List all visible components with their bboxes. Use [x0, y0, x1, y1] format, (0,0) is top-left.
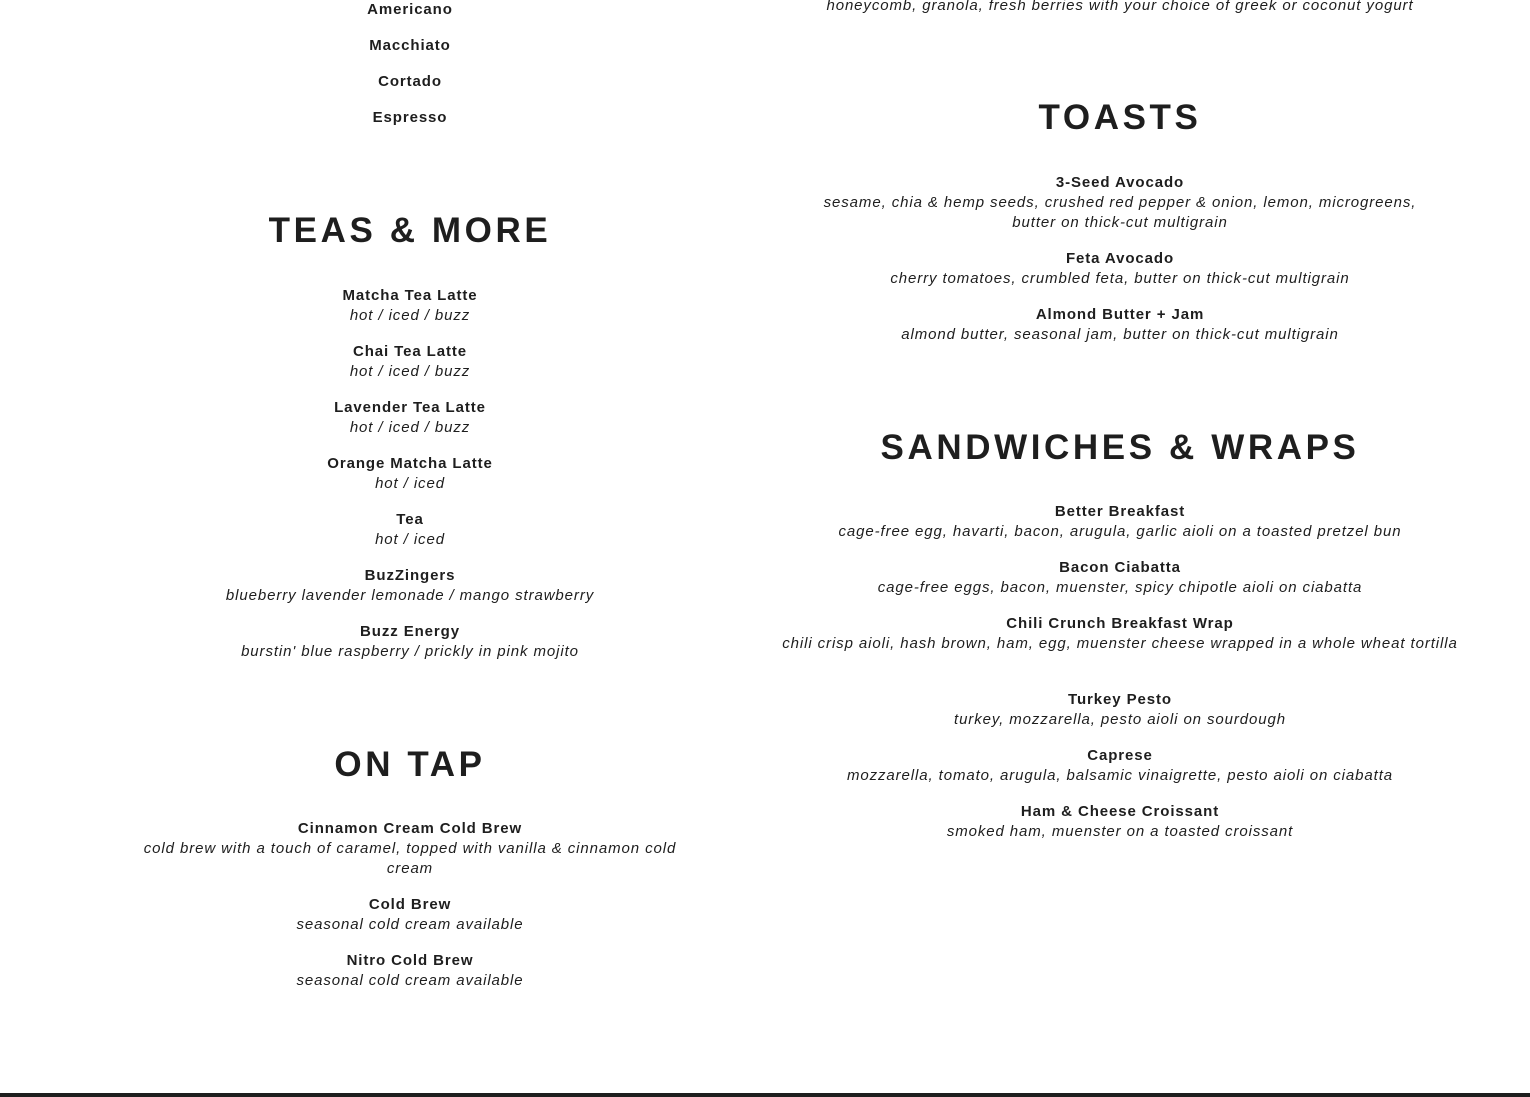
menu-item	[780, 690, 1460, 730]
item-description: blueberry lavender lemonade / mango strawberry	[225, 587, 595, 604]
section-title: TEAS & MORE	[268, 211, 552, 250]
item-name: Better Breakfast	[1054, 503, 1186, 520]
item-description: sesame, chia & hemp seeds, crushed red pepper & onion, lemon, microgreens, butter on thick-cut multigrain	[823, 194, 1417, 231]
item-name: Tea	[396, 511, 424, 528]
item-name: Turkey Pesto	[1068, 691, 1172, 708]
menu-item	[780, 249, 1460, 289]
item-name: Bacon Ciabatta	[1059, 559, 1181, 576]
menu-item	[780, 802, 1460, 842]
item-name: Buzz Energy	[360, 623, 460, 640]
menu-item	[130, 454, 690, 494]
menu-item	[130, 72, 690, 92]
item-description: turkey, mozzarella, pesto aioli on sourdough	[954, 711, 1286, 728]
item-description: hot / iced	[375, 531, 445, 548]
menu-item	[130, 510, 690, 550]
section-title: TOASTS	[1038, 98, 1202, 137]
item-description: hot / iced / buzz	[349, 307, 471, 324]
item-description: hot / iced	[375, 475, 445, 492]
menu-item	[130, 286, 690, 326]
menu-item	[780, 305, 1460, 345]
item-description: honeycomb, granola, fresh berries with your choice of greek or coconut yogurt	[826, 0, 1414, 14]
item-description: cold brew with a touch of caramel, topped with vanilla & cinnamon cold cream	[143, 840, 677, 877]
section-title: ON TAP	[334, 745, 486, 784]
item-name: Chili Crunch Breakfast Wrap	[1006, 615, 1234, 632]
footer-divider	[0, 1093, 1530, 1097]
item-description: almond butter, seasonal jam, butter on thick-cut multigrain	[901, 326, 1339, 343]
item-name: Cortado	[378, 73, 442, 90]
item-name: Matcha Tea Latte	[342, 287, 478, 304]
item-name: Cinnamon Cream Cold Brew	[297, 820, 523, 837]
item-name: Almond Butter + Jam	[1035, 306, 1205, 323]
menu-item	[780, 502, 1460, 542]
section-title: SANDWICHES & WRAPS	[880, 428, 1360, 467]
item-description: cage-free egg, havarti, bacon, arugula, garlic aioli on a toasted pretzel bun	[838, 523, 1402, 540]
item-name: Orange Matcha Latte	[327, 455, 493, 472]
item-name: BuzZingers	[364, 567, 456, 584]
item-description: hot / iced / buzz	[349, 363, 471, 380]
item-name: Espresso	[372, 109, 448, 126]
menu-item	[130, 0, 690, 20]
item-description: mozzarella, tomato, arugula, balsamic vinaigrette, pesto aioli on ciabatta	[846, 767, 1394, 784]
menu-item	[130, 36, 690, 56]
item-description: cherry tomatoes, crumbled feta, butter on thick-cut multigrain	[890, 270, 1350, 287]
menu-item	[780, 614, 1460, 654]
item-description: seasonal cold cream available	[296, 916, 524, 933]
menu-item	[130, 951, 690, 991]
item-description: hot / iced / buzz	[349, 419, 471, 436]
item-description: seasonal cold cream available	[296, 972, 524, 989]
item-name: Americano	[367, 1, 453, 18]
item-name: Nitro Cold Brew	[346, 952, 474, 969]
item-name: Chai Tea Latte	[352, 343, 467, 360]
item-name: Cold Brew	[368, 896, 452, 913]
item-name: Macchiato	[369, 37, 451, 54]
menu-item	[130, 895, 690, 935]
item-description: smoked ham, muenster on a toasted croissant	[946, 823, 1294, 840]
menu-item	[130, 342, 690, 382]
item-description: burstin' blue raspberry / prickly in pink mojito	[241, 643, 579, 660]
item-name: 3-Seed Avocado	[1055, 174, 1185, 191]
item-name: Caprese	[1087, 747, 1153, 764]
item-name: Lavender Tea Latte	[334, 399, 486, 416]
menu-item	[130, 622, 690, 662]
menu-item	[130, 819, 690, 879]
menu-item	[780, 0, 1460, 16]
menu-item	[780, 558, 1460, 598]
item-name: Feta Avocado	[1065, 250, 1175, 267]
menu-item	[130, 566, 690, 606]
menu-item	[130, 398, 690, 438]
menu-item	[130, 108, 690, 128]
menu-item	[780, 746, 1460, 786]
item-name: Ham & Cheese Croissant	[1020, 803, 1220, 820]
item-description: cage-free eggs, bacon, muenster, spicy chipotle aioli on ciabatta	[877, 579, 1363, 596]
menu-item	[800, 173, 1440, 233]
item-description: chili crisp aioli, hash brown, ham, egg, muenster cheese wrapped in a whole wheat tortilla	[782, 635, 1458, 652]
